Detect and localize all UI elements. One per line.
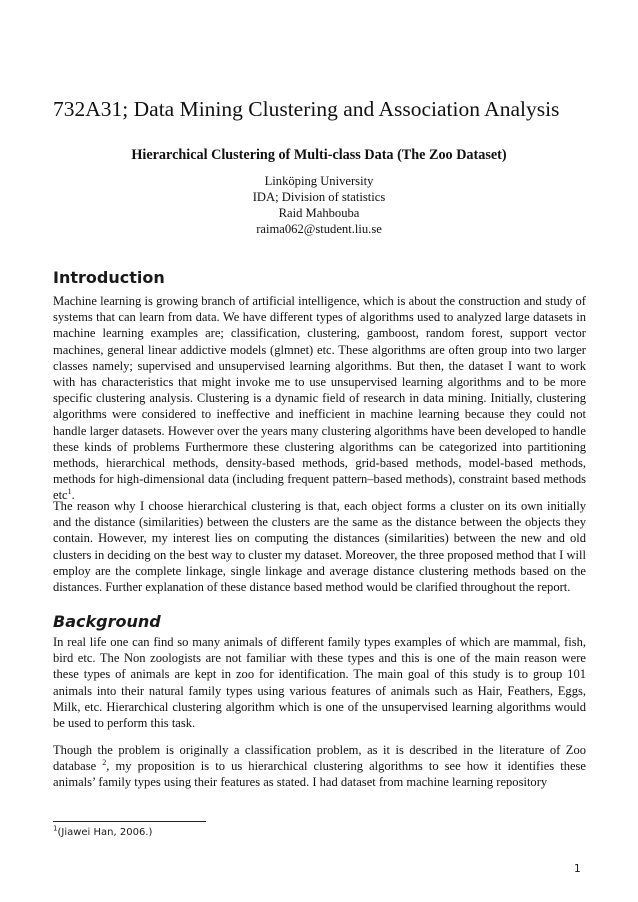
introduction-paragraph-1-text: Machine learning is growing branch of artificial intelligence, which is about the construction and study of systems that can learn from data. We have different types of algorithms used to analyzed large datasets in machine learning examples are; classification, clustering, gamboost, random forest, support vector machines, general linear addictive models (glmnet) etc. These algorithms are often group into two larger classes namely; supervised and unsupervised learning algorithms. But then, the dataset I want to work with has characteristics that might invoke me to use unsupervised learning algorithms and to be more specific clustering analysis. Clustering is a dynamic field of research in data mining. Initially, clustering algorithms were considered to ineffective and inefficient in machine learning because they could not handle larger datasets. However over the years many clustering algorithms have been developed to handle these kinds of problems Furthermore these clustering algorithms can be categorized into partitioning methods, hierarchical methods, density-based methods, grid-based methods, model-based methods, methods for high-dimensional data (including frequent pattern–based methods), constraint based methods etc: [53, 294, 586, 503]
document-title: 732A31; Data Mining Clustering and Association Analysis: [53, 97, 560, 121]
author-email: raima062@student.liu.se: [256, 222, 382, 236]
footnote-ref-1: 1: [67, 487, 72, 497]
page-number: 1: [574, 863, 581, 875]
background-paragraph-2: [53, 742, 586, 791]
introduction-paragraph-2: The reason why I choose hierarchical clustering is that, each object forms a cluster on its own initially and the distance (similarities) between the clusters are the same as the distance between the objects they contain. However, my interest lies on computing the distances (similarities) between the new and old clusters in deciding on the best way to cluster my dataset. Moreover, the three proposed method that I will employ are the complete linkage, single linkage and average distance clustering methods based on the distances. Further explanation of these distance based method would be clarified throughout the report.: [53, 499, 586, 595]
background-heading: Background: [53, 612, 161, 631]
document-subtitle: Hierarchical Clustering of Multi-class Data (The Zoo Dataset): [131, 147, 507, 163]
author-name: Raid Mahbouba: [278, 206, 360, 220]
background-paragraph-2-rest: , my proposition is to us hierarchical clustering algorithms to see how it identifies these animals’ family types using their features as stated. I had dataset from machine learning repository: [53, 759, 586, 790]
footnote-divider: [53, 821, 206, 822]
introduction-paragraph-1-end: .: [71, 488, 75, 503]
footnote-marker: 1: [53, 824, 58, 833]
introduction-paragraph-1: [53, 293, 586, 504]
footnote: [53, 826, 152, 840]
footnote-text: (Jiawei Han, 2006.): [57, 827, 153, 838]
background-paragraph-2-start: Though the problem is originally a classification problem, as it is described in the literature of Zoo database: [53, 743, 586, 774]
author-department: IDA; Division of statistics: [252, 190, 386, 204]
background-paragraph-1: In real life one can find so many animals of different family types examples of which are mammal, fish, bird etc. The Non zoologists are not familiar with these types and this is one of the main reason were these types of animals are kept in zoo for identification. The main goal of this study is to group 101 animals into their natural family types using various features of animals such as Hair, Feathers, Eggs, Milk, etc. Hierarchical clustering algorithm which is one of the unsupervised learning algorithms would be used to perform this task.: [53, 635, 586, 731]
footnote-ref-2: 2: [102, 758, 107, 768]
introduction-heading: Introduction: [53, 268, 165, 287]
author-university: Linköping University: [264, 174, 374, 188]
